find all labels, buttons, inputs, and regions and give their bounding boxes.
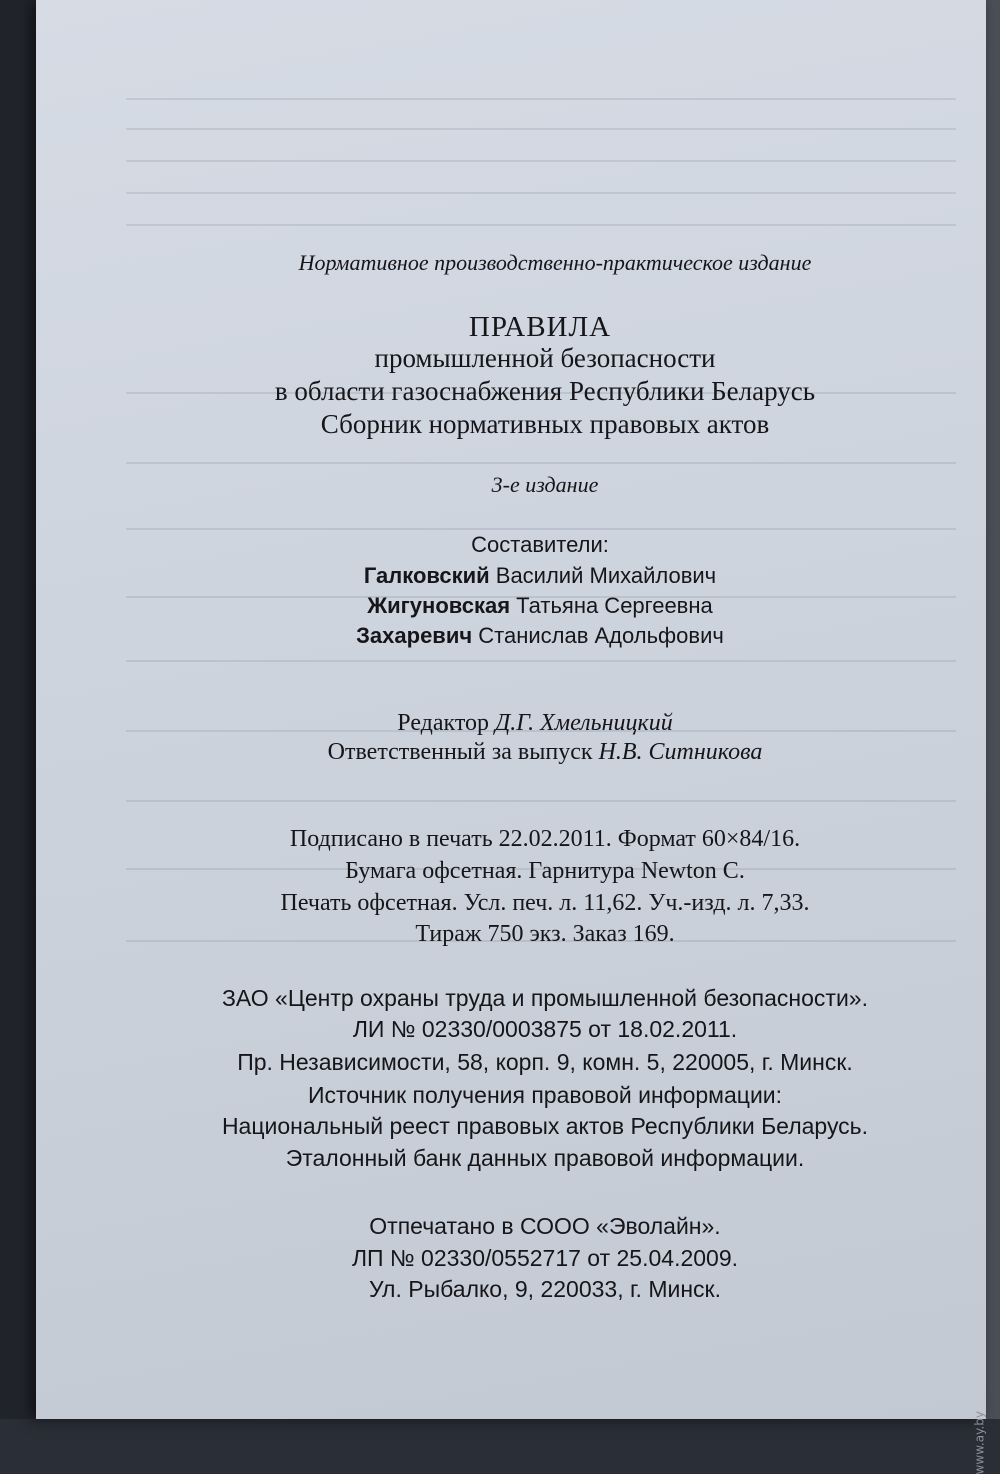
printer-3: Ул. Рыбалко, 9, 220033, г. Минск. bbox=[368, 1276, 722, 1302]
printer-2: ЛП № 02330/0552717 от 25.04.2009. bbox=[351, 1245, 739, 1271]
publisher-4: Источник получения правовой информации: bbox=[307, 1082, 783, 1108]
compiler-3-name: Станислав Адольфович bbox=[472, 623, 724, 648]
compiler-3 bbox=[0, 623, 1000, 649]
edition-type: Нормативное производственно-практическое издание bbox=[298, 250, 812, 275]
compilers-label: Составители: bbox=[471, 532, 609, 557]
edition-number: 3-е издание bbox=[491, 472, 599, 497]
site-watermark: www.ay.by bbox=[972, 1411, 986, 1474]
print-info-4: Тираж 750 экз. Заказ 169. bbox=[415, 921, 675, 947]
title-line-2: в области газоснабжения Республики Беларусь bbox=[274, 376, 816, 406]
title-line-1: промышленной безопасности bbox=[374, 343, 716, 373]
print-info-3: Печать офсетная. Усл. печ. л. 11,62. Уч.-изд. л. 7,33. bbox=[280, 890, 810, 916]
compiler-2 bbox=[0, 593, 1000, 619]
editor-line bbox=[0, 710, 1000, 737]
printer-1: Отпечатано в СООО «Эволайн». bbox=[369, 1213, 721, 1239]
responsible-line bbox=[0, 739, 1000, 766]
compiler-2-name: Татьяна Сергеевна bbox=[510, 593, 713, 618]
publisher-5: Национальный реест правовых актов Республики Беларусь. bbox=[221, 1113, 869, 1139]
publisher-6: Эталонный банк данных правовой информации. bbox=[285, 1145, 805, 1171]
compiler-2-surname: Жигуновская bbox=[367, 593, 511, 618]
publisher-3: Пр. Независимости, 58, корп. 9, комн. 5, 220005, г. Минск. bbox=[237, 1049, 853, 1075]
responsible-label: Ответственный за выпуск bbox=[327, 739, 599, 765]
compiler-1 bbox=[0, 563, 1000, 589]
responsible-name: Н.В. Ситникова bbox=[598, 739, 763, 765]
print-info-2: Бумага офсетная. Гарнитура Newton C. bbox=[345, 858, 745, 884]
compiler-3-surname: Захаревич bbox=[356, 623, 473, 648]
print-info-1: Подписано в печать 22.02.2011. Формат 60×84/16. bbox=[289, 826, 801, 852]
editor-label: Редактор bbox=[397, 710, 496, 736]
publisher-1: ЗАО «Центр охраны труда и промышленной безопасности». bbox=[222, 985, 868, 1011]
editor-name: Д.Г. Хмельницкий bbox=[495, 710, 673, 736]
publisher-2: ЛИ № 02330/0003875 от 18.02.2011. bbox=[352, 1016, 738, 1042]
title-main: ПРАВИЛА bbox=[468, 311, 612, 343]
compiler-1-name: Василий Михайлович bbox=[489, 563, 717, 588]
compiler-1-surname: Галковский bbox=[363, 563, 490, 588]
title-line-3: Сборник нормативных правовых актов bbox=[320, 409, 770, 439]
